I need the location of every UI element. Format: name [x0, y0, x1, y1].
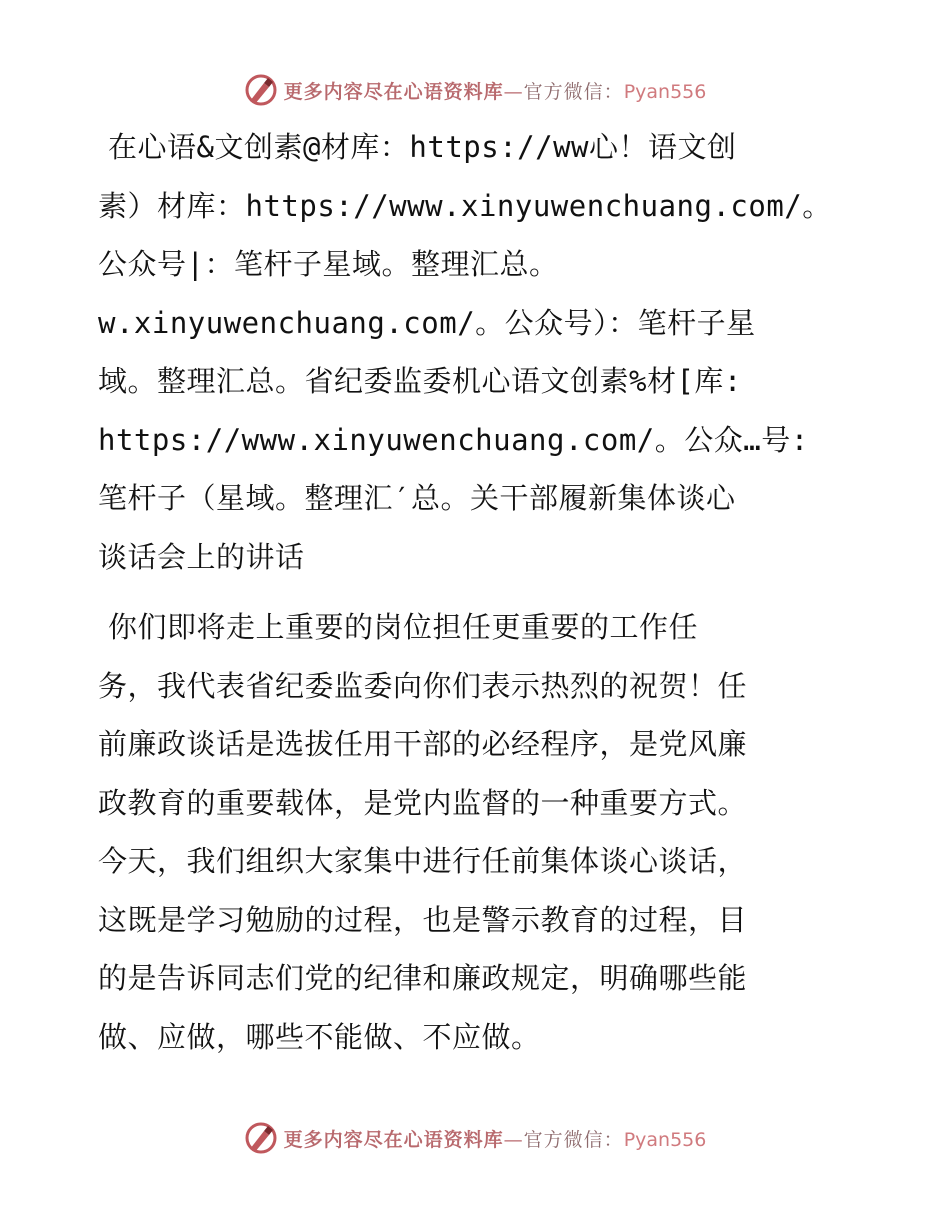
document-body — [98, 118, 858, 1066]
watermark-official-label: 官方微信： — [523, 1128, 624, 1151]
pen-logo-icon — [244, 73, 278, 107]
watermark-group — [244, 73, 707, 107]
watermark-wechat-id: Pyan556 — [623, 80, 707, 103]
text-line: 在心语&文创素@材库：https://ww心！语文创 — [108, 130, 737, 164]
text-line: 域。整理汇总。省纪委监委机心语文创素%材[库: — [98, 364, 742, 398]
watermark-group — [244, 1121, 707, 1155]
watermark-wechat-id: Pyan556 — [623, 1128, 707, 1151]
text-line: 素）材库：https://www.xinyuwenchuang.com/。 — [98, 188, 832, 223]
text-line: w.xinyuwenchuang.com/。公众号）：笔杆子星 — [98, 305, 756, 340]
text-line: 谈话会上的讲话 — [98, 539, 305, 574]
text-line: https://www.xinyuwenchuang.com/。公众…号: — [98, 422, 809, 457]
text-line: 做、应做，哪些不能做、不应做。 — [98, 1019, 541, 1054]
text-line: 务，我代表省纪委监委向你们表示热烈的祝贺！任 — [98, 668, 748, 703]
text-line: 笔杆子（星域。整理汇′总。关干部履新集体谈心 — [98, 481, 736, 515]
watermark-official-label: 官方微信： — [523, 80, 624, 103]
paragraph-body — [98, 598, 858, 1066]
header-watermark — [0, 70, 950, 110]
text-line: 前廉政谈话是选拔任用干部的必经程序，是党风廉 — [98, 727, 748, 761]
watermark-dash: — — [503, 80, 524, 103]
paragraph-title-block — [98, 118, 858, 586]
text-line: 公众号|：笔杆子星域。整理汇总。 — [98, 247, 559, 281]
footer-watermark — [0, 1118, 950, 1158]
text-line: 政教育的重要载体，是党内监督的一种重要方式。 — [98, 785, 748, 820]
text-line: 你们即将走上重要的岗位担任更重要的工作任 — [108, 610, 699, 644]
watermark-brand: 更多内容尽在心语资料库 — [283, 80, 504, 103]
text-line: 这既是学习勉励的过程，也是警示教育的过程，目 — [98, 902, 748, 937]
watermark-text — [284, 77, 707, 104]
watermark-brand: 更多内容尽在心语资料库 — [283, 1128, 504, 1151]
watermark-text — [284, 1125, 707, 1152]
text-line: 的是告诉同志们党的纪律和廉政规定，明确哪些能 — [98, 961, 748, 995]
pen-logo-icon — [244, 1121, 278, 1155]
watermark-dash: — — [503, 1128, 524, 1151]
text-line: 今天，我们组织大家集中进行任前集体谈心谈话， — [98, 844, 748, 878]
